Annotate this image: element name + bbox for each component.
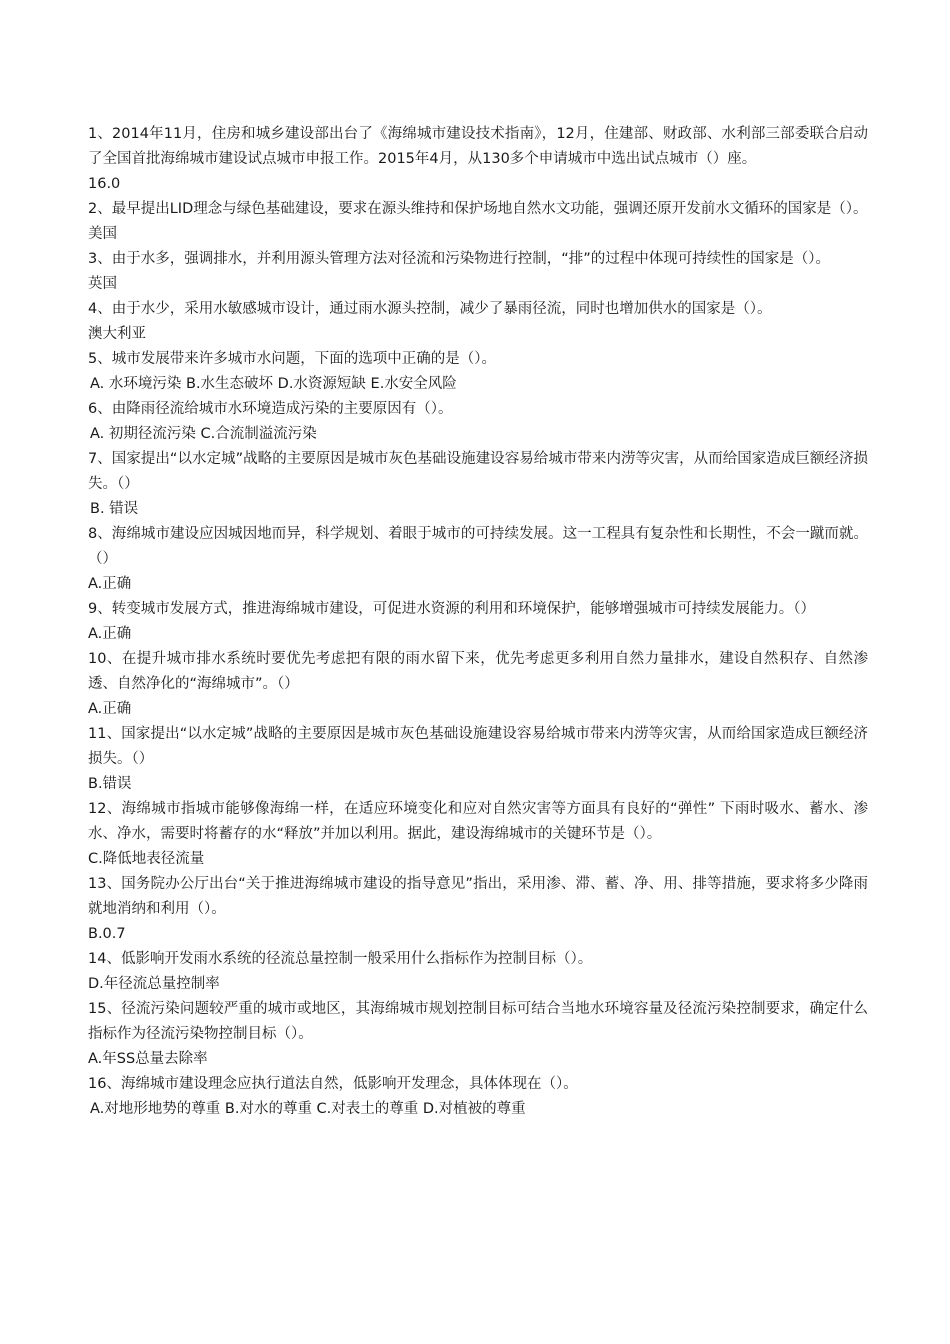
question-text: 2、最早提出LID理念与绿色基础建设，要求在源头维持和保护场地自然水文功能，强调还原开发前水文循环的国家是（）。 [88,201,868,217]
answer-text: A.年SS总量去除率 [88,1051,208,1067]
answer-text: B.错误 [88,776,132,792]
question-text: 10、在提升城市排水系统时要优先考虑把有限的雨水留下来，优先考虑更多利用自然力量排水，建设自然积存、自然渗透、自然净化的“海绵城市”。（） [88,651,868,692]
question-text: 7、国家提出“以水定城”战略的主要原因是城市灰色基础设施建设容易给城市带来内涝等灾害，从而给国家造成巨额经济损失。（） [88,451,868,492]
answer-text: A.正确 [88,701,132,717]
question-text: 5、城市发展带来许多城市水问题，下面的选项中正确的是（）。 [88,351,496,367]
question-text: 16、海绵城市建设理念应执行道法自然，低影响开发理念，具体体现在（）。 [88,1076,578,1092]
question-text: 8、海绵城市建设应因城因地而异，科学规划、着眼于城市的可持续发展。这一工程具有复杂性和长期性，不会一蹴而就。（） [88,526,868,567]
answer-text: 16.0 [88,176,121,192]
question-text: 4、由于水少，采用水敏感城市设计，通过雨水源头控制，减少了暴雨径流，同时也增加供水的国家是（）。 [88,301,772,317]
answer-text: 澳大利亚 [88,326,146,342]
answer-text: B. 错误 [90,501,139,517]
question-text: 6、由降雨径流给城市水环境造成污染的主要原因有（）。 [88,401,453,417]
answer-text: A. 水环境污染 B.水生态破坏 D.水资源短缺 E.水安全风险 [90,376,457,392]
answer-text: A.对地形地势的尊重 B.对水的尊重 C.对表土的尊重 D.对植被的尊重 [90,1101,526,1117]
question-text: 11、国家提出“以水定城”战略的主要原因是城市灰色基础设施建设容易给城市带来内涝等灾害，从而给国家造成巨额经济损失。（） [88,726,868,767]
question-text: 14、低影响开发雨水系统的径流总量控制一般采用什么指标作为控制目标（）。 [88,951,593,967]
answer-text: A. 初期径流污染 C.合流制溢流污染 [90,426,317,442]
answer-text: D.年径流总量控制率 [88,976,220,992]
answer-text: C.降低地表径流量 [88,851,205,867]
question-text: 15、径流污染问题较严重的城市或地区，其海绵城市规划控制目标可结合当地水环境容量及径流污染控制要求，确定什么指标作为径流污染物控制目标（）。 [88,1001,868,1042]
question-text: 12、海绵城市指城市能够像海绵一样，在适应环境变化和应对自然灾害等方面具有良好的“弹性” 下雨时吸水、蓄水、渗水、净水，需要时将蓄存的水“释放”并加以利用。据此，建设海绵城市的关键环节是（）。 [88,801,868,842]
answer-text: A.正确 [88,626,132,642]
question-text: 13、国务院办公厅出台“关于推进海绵城市建设的指导意见”指出，采用渗、滞、蓄、净、用、排等措施，要求将多少降雨就地消纳和利用（）。 [88,876,868,917]
answer-text: 英国 [88,276,117,292]
question-text: 3、由于水多，强调排水，并利用源头管理方法对径流和污染物进行控制，“排”的过程中体现可持续性的国家是（）。 [88,251,830,267]
question-list [88,122,868,1122]
answer-text: 美国 [88,226,117,242]
question-text: 9、转变城市发展方式，推进海绵城市建设，可促进水资源的利用和环境保护，能够增强城市可持续发展能力。（） [88,601,815,617]
answer-text: A.正确 [88,576,132,592]
question-text: 1、2014年11月，住房和城乡建设部出台了《海绵城市建设技术指南》，12月，住建部、财政部、水利部三部委联合启动了全国首批海绵城市建设试点城市申报工作。2015年4月，从130多个申请城市中选出试点城市（）座。 [88,126,868,167]
answer-text: B.0.7 [88,926,126,942]
